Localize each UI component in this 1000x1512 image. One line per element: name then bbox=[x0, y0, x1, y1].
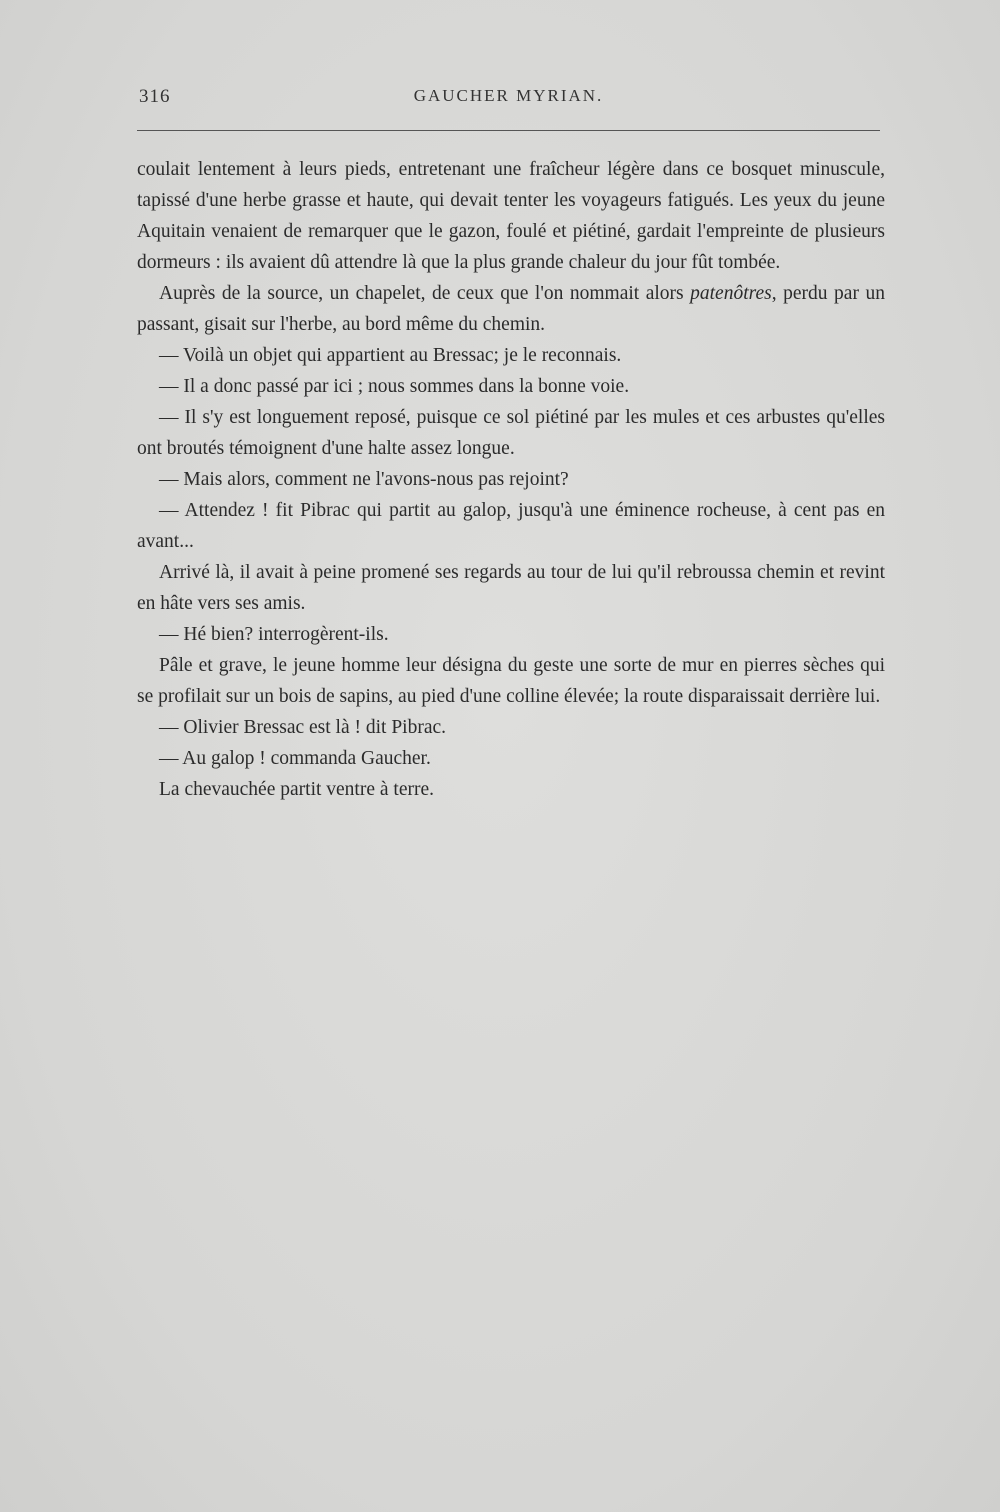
running-title: GAUCHER MYRIAN. bbox=[413, 86, 604, 105]
dialogue-line: — Voilà un objet qui appartient au Bressac; je le reconnais. bbox=[159, 345, 622, 366]
dialogue-line: — Au galop ! commanda Gaucher. bbox=[159, 748, 431, 769]
italic-term: patenôtres bbox=[690, 283, 772, 304]
paragraph: Pâle et grave, le jeune homme leur désigna du geste une sorte de mur en pierres sèches qui se profilait sur un bois de sapins, au pied d'une colline élevée; la route disparaissait derrière lui. bbox=[137, 655, 885, 707]
dialogue-line: — Olivier Bressac est là ! dit Pibrac. bbox=[159, 717, 447, 738]
paragraph-text: , perdu par un passant, gisait sur l'herbe, au bord même du chemin. bbox=[137, 283, 885, 335]
header-rule bbox=[137, 130, 880, 131]
paragraph: coulait lentement à leurs pieds, entretenant une fraîcheur légère dans ce bosquet minuscule, tapissé d'une herbe grasse et haute, qui devait tenter les voyageurs fatigués. Les yeux du jeune Aquitain venaient de remarquer que le gazon, foulé et piétiné, gardait l'empreinte de plusieurs dormeurs : ils avaient dû attendre là que la plus grande chaleur du jour fût tombée. bbox=[137, 159, 885, 273]
dialogue-line: — Mais alors, comment ne l'avons-nous pas rejoint? bbox=[159, 469, 569, 490]
paragraph-text: Auprès de la source, un chapelet, de ceux que l'on nommait alors bbox=[159, 283, 691, 304]
running-head bbox=[137, 86, 880, 116]
dialogue-line: — Hé bien? interrogèrent-ils. bbox=[159, 624, 389, 645]
paragraph: La chevauchée partit ventre à terre. bbox=[159, 779, 434, 800]
paragraph: Arrivé là, il avait à peine promené ses regards au tour de lui qu'il rebroussa chemin et revint en hâte vers ses amis. bbox=[137, 562, 885, 614]
body-text bbox=[137, 154, 885, 805]
dialogue-line: — Attendez ! fit Pibrac qui partit au galop, jusqu'à une éminence rocheuse, à cent pas en avant... bbox=[137, 500, 885, 552]
dialogue-line: — Il a donc passé par ici ; nous sommes dans la bonne voie. bbox=[159, 376, 630, 397]
paragraph bbox=[137, 278, 885, 340]
dialogue-line: — Il s'y est longuement reposé, puisque ce sol piétiné par les mules et ces arbustes qu'elles ont broutés témoignent d'une halte assez longue. bbox=[137, 407, 885, 459]
page-number: 316 bbox=[139, 86, 171, 107]
